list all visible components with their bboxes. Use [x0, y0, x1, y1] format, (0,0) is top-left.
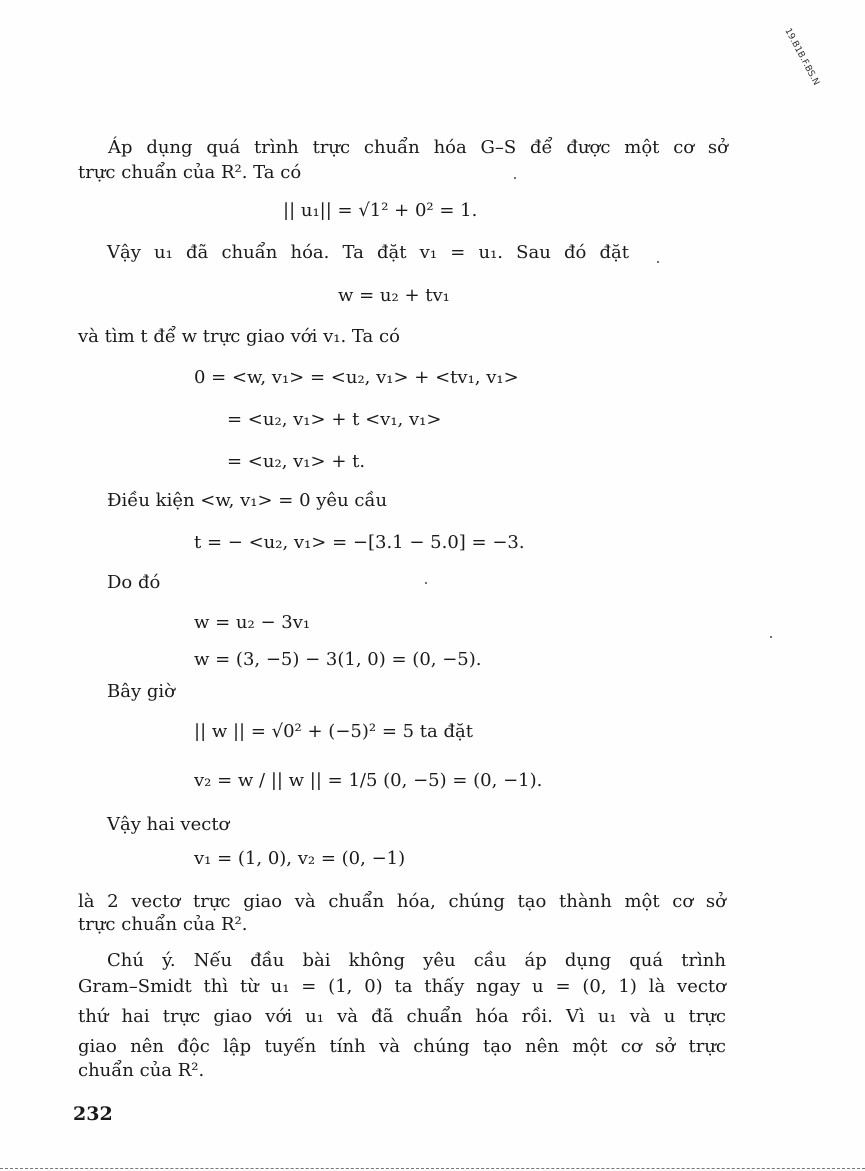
speck — [770, 636, 772, 638]
text-line: trực chuẩn của R². — [78, 914, 248, 935]
text-line: Điều kiện <w, v₁> = 0 yêu cầu — [107, 490, 388, 511]
text-line: trực chuẩn của R². Ta có — [78, 162, 302, 183]
page-bottom-edge — [0, 1168, 865, 1169]
equation-inner-product-step: = <u₂, v₁> + t <v₁, v₁> — [227, 409, 442, 430]
text-line: và tìm t để w trực giao với v₁. Ta có — [78, 326, 400, 347]
page-number: 232 — [73, 1103, 113, 1125]
note-line: giao nên độc lập tuyến tính và chúng tạo nên một cơ sở trực — [78, 1036, 726, 1057]
note-line: chuẩn của R². — [78, 1060, 205, 1081]
note-line: Gram–Smidt thì từ u₁ = (1, 0) ta thấy ngay u = (0, 1) là vectơ — [78, 976, 726, 997]
text-line: Bây giờ — [107, 681, 175, 702]
equation-basis-vectors: v₁ = (1, 0), v₂ = (0, −1) — [194, 848, 406, 869]
speck — [657, 261, 659, 263]
equation-norm-u1: || u₁|| = √1² + 0² = 1. — [283, 200, 478, 221]
equation-w-value: w = (3, −5) − 3(1, 0) = (0, −5). — [194, 649, 482, 670]
text-line: Vậy u₁ đã chuẩn hóa. Ta đặt v₁ = u₁. Sau đó đặt — [107, 242, 629, 263]
text-line: Do đó — [107, 572, 161, 593]
equation-inner-product-result: = <u₂, v₁> + t. — [227, 451, 366, 472]
note-line: Chú ý. Nếu đầu bài không yêu cầu áp dụng quá trình — [107, 950, 726, 971]
equation-w-definition: w = u₂ + tv₁ — [338, 285, 450, 306]
equation-inner-product: 0 = <w, v₁> = <u₂, v₁> + <tv₁, v₁> — [194, 367, 519, 388]
text-line: Áp dụng quá trình trực chuẩn hóa G–S để được một cơ sở — [108, 137, 728, 158]
equation-v2: v₂ = w / || w || = 1/5 (0, −5) = (0, −1). — [194, 770, 543, 791]
note-line: thứ hai trực giao với u₁ và đã chuẩn hóa rồi. Vì u₁ và u trực — [78, 1006, 726, 1027]
text-line: Vậy hai vectơ — [107, 814, 230, 835]
speck — [425, 582, 427, 584]
text-line: là 2 vectơ trực giao và chuẩn hóa, chúng tạo thành một cơ sở — [78, 891, 726, 912]
library-stamp: 19.B1B.F.BS.N — [782, 26, 821, 88]
speck — [514, 177, 516, 179]
equation-w-formula: w = u₂ − 3v₁ — [194, 612, 311, 633]
equation-t-value: t = − <u₂, v₁> = −[3.1 − 5.0] = −3. — [194, 532, 525, 553]
equation-norm-w: || w || = √0² + (−5)² = 5 ta đặt — [194, 721, 473, 742]
